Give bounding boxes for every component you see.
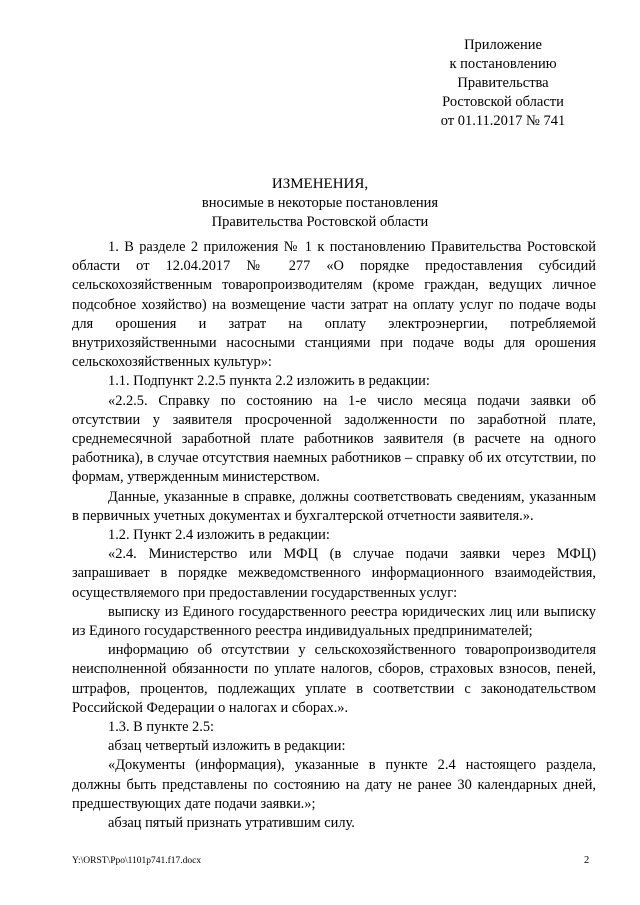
- paragraph-item-1-2: 1.2. Пункт 2.4 изложить в редакции:: [108, 527, 330, 544]
- header-line-region: Ростовской области: [442, 94, 564, 110]
- paragraph-documents-date: «Документы (информация), указанные в пункте 2.4 настоящего раздела, должны быть представлены по состоянию на дату не ранее 30 календарных дней, предшествующих дате подачи заявки.»;: [72, 757, 596, 812]
- title-subtitle-line2: Правительства Ростовской области: [211, 214, 429, 230]
- paragraph-registry-extract: выписку из Единого государственного реестра юридических лиц или выписку из Единого государственного реестра индивидуальных предпринимателей;: [72, 603, 596, 640]
- attachment-header: [408, 36, 598, 131]
- paragraph-item-1-3: 1.3. В пункте 2.5:: [108, 719, 215, 736]
- header-line-government: Правительства: [457, 75, 549, 91]
- paragraph-item-1-1: 1.1. Подпункт 2.2.5 пункта 2.2 изложить в редакции:: [108, 373, 430, 390]
- document-body: [72, 238, 596, 833]
- paragraph-data-compliance: Данные, указанные в справке, должны соответствовать сведениям, указанным в первичных учетных документах и бухгалтерской отчетности заявителя.».: [72, 488, 596, 524]
- page-number: 2: [584, 855, 590, 866]
- paragraph-fourth-clause: абзац четвертый изложить в редакции:: [108, 738, 346, 755]
- title-subtitle-line1: вносимые в некоторые постановления: [201, 195, 439, 211]
- paragraph-2-2-5: «2.2.5. Справку по состоянию на 1-е число месяца подачи заявки об отсутствии у заявителя просроченной задолженности по заработной плате, среднемесячной заработной плате работников заявителя (в расчете на одного работника), в случае отсутствия наемных работников – справку об их отсутствии, по формам, утвержденным министерством.: [72, 392, 596, 486]
- header-line-to-resolution: к постановлению: [449, 56, 557, 72]
- footer-file-path: Y:\ORST\Ppo\1101p741.f17.docx: [72, 856, 202, 866]
- paragraph-fifth-clause: абзац пятый признать утратившим силу.: [108, 815, 355, 832]
- paragraph-section-1: 1. В разделе 2 приложения № 1 к постановлению Правительства Ростовской области от 12.04.2017 № 277 «О порядке предоставления субсидий сельскохозяйственным товаропроизводителям (кроме граждан, ведущих личное подсобное хозяйство) на возмещение части затрат на оплату услуг по подаче воды для орошения и затрат на оплату электроэнергии, потребляемой внутрихозяйственными насосными станциями при подаче воды для орошения сельскохозяйственных культур»:: [72, 239, 596, 371]
- header-line-attachment: Приложение: [464, 37, 542, 53]
- page-title: ИЗМЕНЕНИЯ,: [271, 176, 369, 192]
- document-title: [0, 175, 640, 232]
- header-line-date-number: от 01.11.2017 № 741: [440, 113, 566, 129]
- paragraph-tax-info: информацию об отсутствии у сельскохозяйственного товаропроизводителя неисполненной обязанности по уплате налогов, сборов, страховых взносов, пеней, штрафов, процентов, подлежащих уплате в соответствии с законодательством Российской Федерации о налогах и сборах.».: [72, 642, 596, 716]
- paragraph-2-4: «2.4. Министерство или МФЦ (в случае подачи заявки через МФЦ) запрашивает в порядке межведомственного информационного взаимодействия, осуществляемого при предоставлении государственных услуг:: [72, 546, 596, 601]
